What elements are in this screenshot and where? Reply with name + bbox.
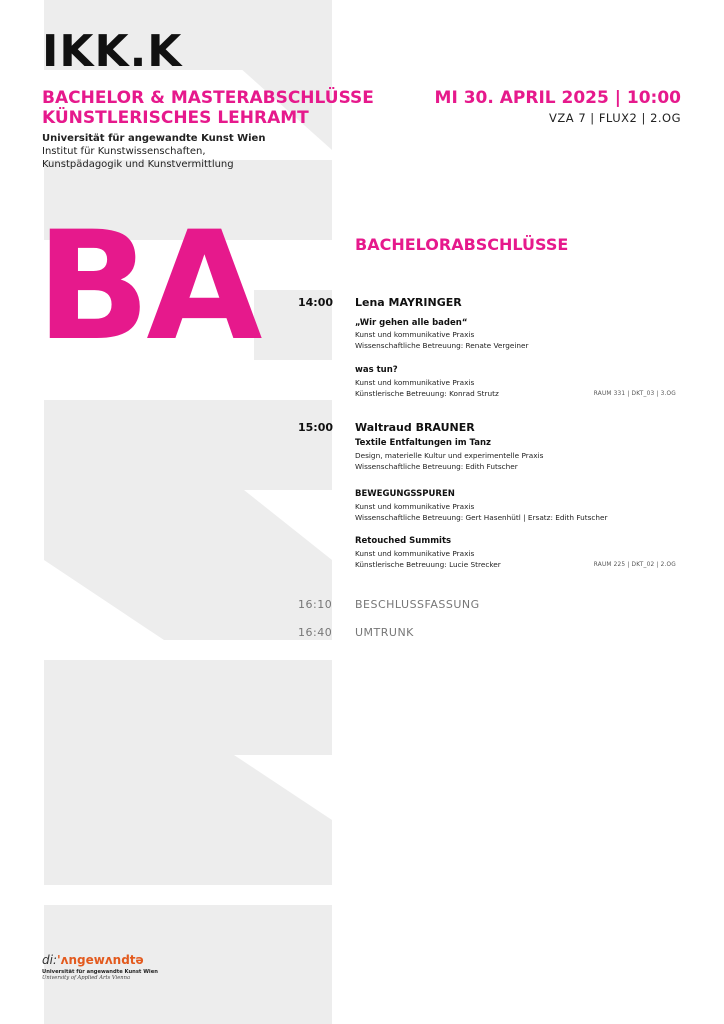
work-program: Kunst und kommunikative Praxis	[355, 502, 475, 511]
agenda-item-resolution: BESCHLUSSFASSUNG	[355, 598, 480, 611]
agenda-item-reception: UMTRUNK	[355, 626, 414, 639]
room-info-2: RAUM 225 | DKT_02 | 2.OG	[593, 562, 676, 568]
section-title: BACHELORABSCHLÜSSE	[355, 235, 569, 254]
subtitle-line-1: BACHELOR & MASTERABSCHLÜSSE	[42, 88, 374, 108]
time-slot-2: 15:00	[298, 421, 334, 434]
event-date: MI 30. APRIL 2025 | 10:00	[434, 88, 681, 108]
work-title: Textile Entfaltungen im Tanz	[355, 438, 491, 448]
work-program: Design, materielle Kultur und experimentelle Praxis	[355, 451, 544, 460]
student-name-1: Lena MAYRINGER	[355, 296, 462, 309]
logo-mark-prefix: di:	[42, 953, 57, 967]
logo-mark-word: 'ʌngewʌndtə	[57, 953, 144, 967]
time-slot-1: 14:00	[298, 296, 334, 309]
work-supervisor: Wissenschaftliche Betreuung: Renate Vergeiner	[355, 341, 529, 350]
big-letters-ba: BA	[36, 200, 259, 374]
work-supervisor: Künstlerische Betreuung: Konrad Strutz	[355, 389, 499, 398]
institution-line-3: Kunstpädagogik und Kunstvermittlung	[42, 159, 234, 170]
logo-mark	[42, 953, 158, 967]
work-title: BEWEGUNGSSPUREN	[355, 489, 455, 499]
work-program: Kunst und kommunikative Praxis	[355, 549, 475, 558]
university-logo	[42, 953, 158, 981]
institution-line-1: Universität für angewandte Kunst Wien	[42, 133, 266, 144]
logo-line-2: University of Applied Arts Vienna	[42, 975, 131, 981]
work-program: Kunst und kommunikative Praxis	[355, 330, 475, 339]
time-slot-4: 16:40	[298, 626, 333, 639]
page-title: IKK.K	[42, 26, 183, 77]
time-slot-3: 16:10	[298, 598, 333, 611]
institution-line-2: Institut für Kunstwissenschaften,	[42, 146, 206, 157]
work-title: was tun?	[355, 365, 398, 375]
work-title: Retouched Summits	[355, 536, 452, 546]
event-venue: VZA 7 | FLUX2 | 2.OG	[549, 111, 681, 125]
work-program: Kunst und kommunikative Praxis	[355, 378, 475, 387]
work-supervisor: Künstlerische Betreuung: Lucie Strecker	[355, 560, 501, 569]
work-title: „Wir gehen alle baden“	[355, 318, 468, 328]
work-supervisor: Wissenschaftliche Betreuung: Gert Hasenhütl | Ersatz: Edith Futscher	[355, 513, 608, 522]
institution	[42, 132, 265, 171]
work-supervisor: Wissenschaftliche Betreuung: Edith Futscher	[355, 462, 518, 471]
room-info-1: RAUM 331 | DKT_03 | 3.OG	[593, 391, 676, 397]
subtitle	[42, 88, 374, 128]
logo-line-1: Universität für angewandte Kunst Wien	[42, 969, 158, 975]
student-name-2: Waltraud BRAUNER	[355, 421, 475, 434]
subtitle-line-2: KÜNSTLERISCHES LEHRAMT	[42, 108, 309, 128]
